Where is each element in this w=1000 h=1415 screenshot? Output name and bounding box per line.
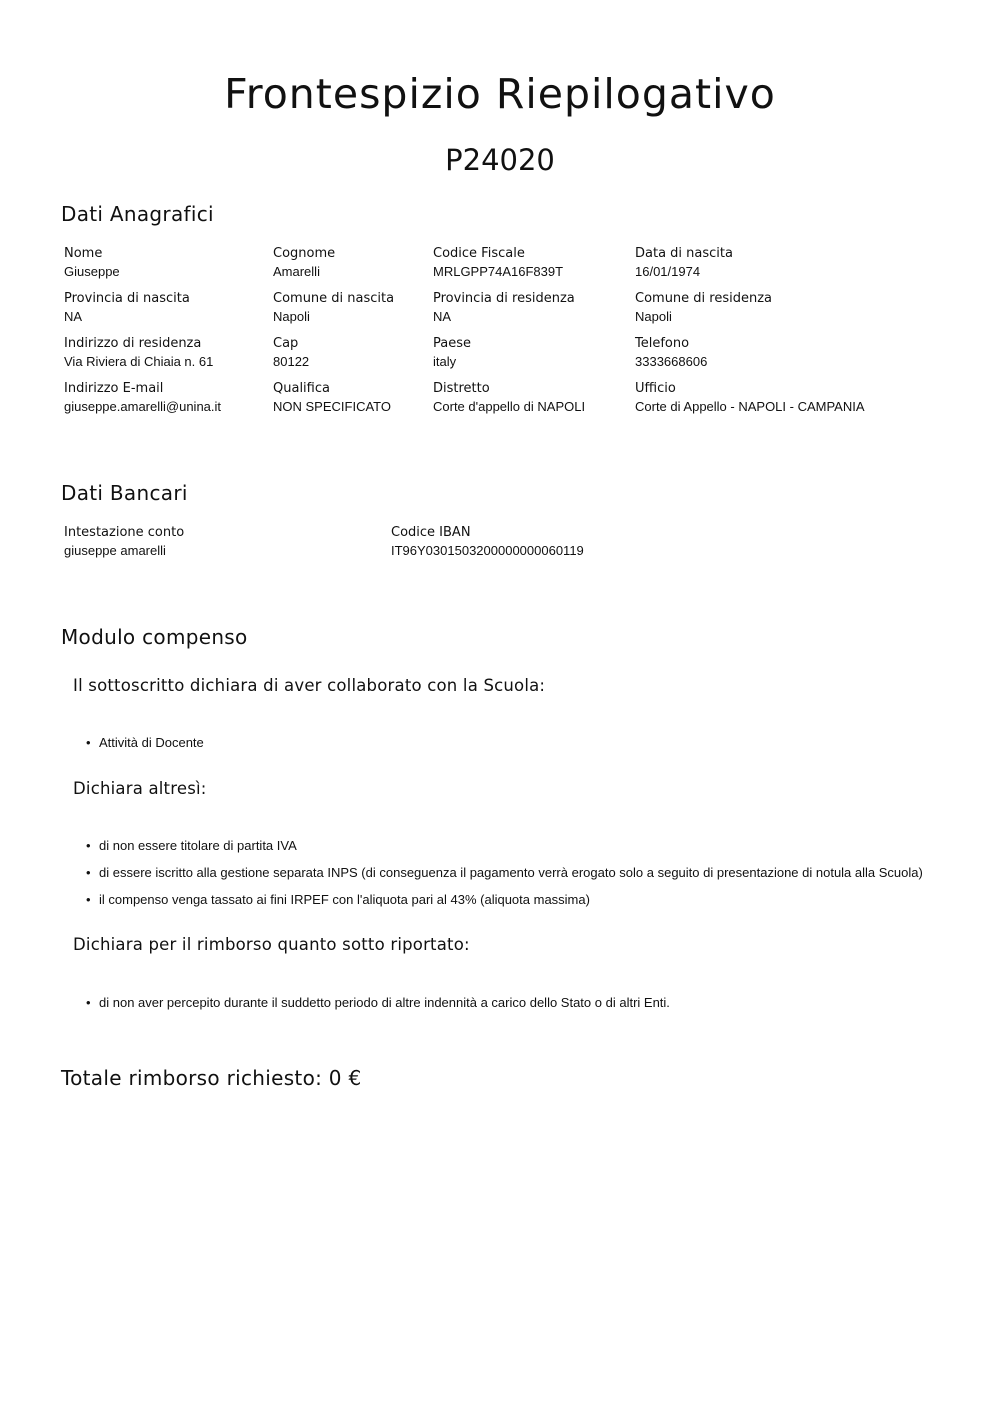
field-value: 80122	[273, 354, 310, 369]
field-label: Telefono	[635, 336, 690, 351]
field-value: NA	[64, 309, 83, 324]
field-qualifica	[273, 381, 391, 415]
field-value: NA	[433, 309, 452, 324]
field-value: IT96Y0301503200000000060119	[391, 543, 584, 558]
rimborso-heading: Dichiara per il rimborso quanto sotto riportato:	[73, 935, 470, 954]
field-value: Amarelli	[273, 264, 320, 279]
field-label: Nome	[64, 246, 103, 261]
field-value: Corte di Appello - NAPOLI - CAMPANIA	[635, 399, 865, 414]
field-distretto	[433, 381, 585, 415]
field-paese	[433, 336, 471, 370]
bullet-icon: •	[86, 838, 91, 853]
field-intestazione-conto	[64, 525, 184, 559]
field-nome	[64, 246, 120, 280]
list-item: • Attività di Docente	[86, 735, 204, 750]
field-label: Codice Fiscale	[433, 246, 525, 261]
field-provincia-nascita	[64, 291, 190, 325]
field-label: Provincia di nascita	[64, 291, 190, 306]
field-codice-fiscale	[433, 246, 563, 280]
field-value: 16/01/1974	[635, 264, 701, 279]
altresi-heading: Dichiara altresì:	[73, 779, 207, 798]
field-codice-iban	[391, 525, 584, 559]
bullet-icon: •	[86, 735, 91, 750]
field-ufficio	[635, 381, 865, 415]
section-heading-anagrafici: Dati Anagrafici	[61, 202, 214, 226]
document-code: P24020	[445, 143, 555, 177]
bullet-icon: •	[86, 865, 91, 880]
field-label: Comune di residenza	[635, 291, 773, 306]
rimborso-list	[86, 994, 966, 1021]
field-data-nascita	[635, 246, 733, 280]
field-cap	[273, 336, 309, 370]
field-label: Codice IBAN	[391, 525, 471, 540]
field-label: Provincia di residenza	[433, 291, 575, 306]
field-cognome	[273, 246, 335, 280]
page-title: Frontespizio Riepilogativo	[224, 70, 776, 118]
field-email	[64, 381, 221, 415]
field-comune-residenza	[635, 291, 772, 325]
field-value: giuseppe.amarelli@unina.it	[64, 399, 222, 414]
field-value: giuseppe amarelli	[64, 543, 166, 558]
list-item: • di non essere titolare di partita IVA	[86, 838, 297, 853]
totale-rimborso: Totale rimborso richiesto: 0 €	[61, 1066, 362, 1090]
section-heading-bancari: Dati Bancari	[61, 481, 188, 505]
field-label: Distretto	[433, 381, 490, 396]
field-label: Cap	[273, 336, 299, 351]
field-label: Intestazione conto	[64, 525, 185, 540]
field-comune-nascita	[273, 291, 394, 325]
field-value: Napoli	[635, 309, 672, 324]
field-value: Corte d'appello di NAPOLI	[433, 399, 586, 414]
field-value: italy	[433, 354, 457, 369]
list-item: • il compenso venga tassato ai fini IRPEF con l'aliquota pari al 43% (aliquota massima)	[86, 892, 590, 907]
altresi-list	[86, 837, 966, 918]
field-label: Paese	[433, 336, 471, 351]
collab-list	[86, 734, 966, 761]
list-item: • di essere iscritto alla gestione separata INPS (di conseguenza il pagamento verrà erogato solo a seguito di presentazione di notula alla Scuola)	[86, 865, 923, 880]
bullet-icon: •	[86, 892, 91, 907]
field-label: Cognome	[273, 246, 336, 261]
list-item: • di non aver percepito durante il suddetto periodo di altre indennità a carico dello Stato o di altri Enti.	[86, 995, 670, 1010]
collab-heading: Il sottoscritto dichiara di aver collaborato con la Scuola:	[73, 676, 546, 695]
field-value: 3333668606	[635, 354, 708, 369]
field-label: Indirizzo E-mail	[64, 381, 164, 396]
field-provincia-residenza	[433, 291, 575, 325]
field-telefono	[635, 336, 707, 370]
field-label: Comune di nascita	[273, 291, 395, 306]
field-value: MRLGPP74A16F839T	[433, 264, 564, 279]
field-label: Qualifica	[273, 381, 330, 396]
field-label: Indirizzo di residenza	[64, 336, 202, 351]
field-value: NON SPECIFICATO	[273, 399, 391, 414]
field-label: Data di nascita	[635, 246, 733, 261]
field-indirizzo-residenza	[64, 336, 213, 370]
field-value: Napoli	[273, 309, 310, 324]
field-value: Giuseppe	[64, 264, 120, 279]
section-heading-modulo: Modulo compenso	[61, 625, 248, 649]
bullet-icon: •	[86, 995, 91, 1010]
field-label: Ufficio	[635, 381, 676, 396]
field-value: Via Riviera di Chiaia n. 61	[64, 354, 214, 369]
